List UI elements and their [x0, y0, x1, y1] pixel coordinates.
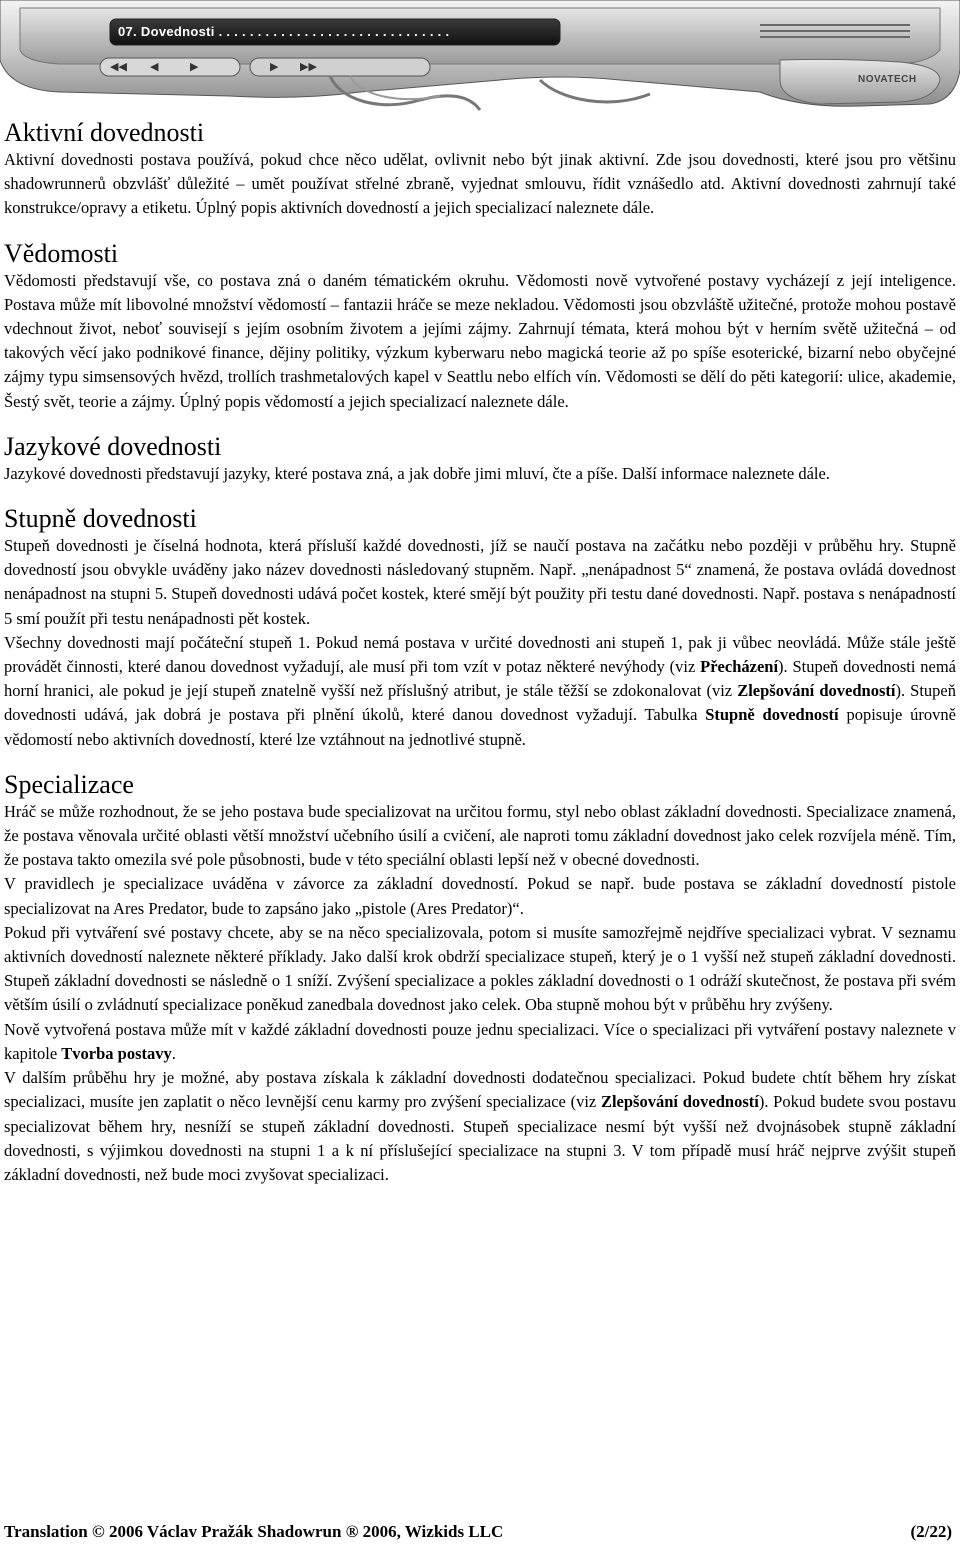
next-icon[interactable]: ▶ — [270, 60, 279, 73]
paragraph: Aktivní dovednosti postava používá, pokud chce něco udělat, ovlivnit nebo být jinak aktivní. Zde jsou dovednosti, které jsou pro většinu shadowrunnerů obzvlášť důležité – umět používat střelné zbraně, vyjednat smlouvu, řídit vznášedlo atd. Aktivní dovednosti zahrnují také konstrukce/opravy a etiketu. Úplný popis aktivních dovedností a jejich specializací naleznete dále. — [4, 150, 956, 218]
fast-forward-icon[interactable]: ▶▶ — [300, 60, 317, 73]
page-number: (2/22) — [910, 1522, 952, 1541]
paragraph — [4, 1018, 956, 1066]
paragraph: Jazykové dovednosti představují jazyky, které postava zná, a jak dobře jimi mluví, čte a píše. Další informace naleznete dále. — [4, 463, 830, 483]
paragraph: Vědomosti představují vše, co postava zná o daném tématickém okruhu. Vědomosti nově vytvořené postavy vycházejí z její inteligence. Postava může mít libovolné množství vědomostí – fantazii hráče se meze nekladou. Vědomosti jsou obzvláště užitečné, protože mohou postavě vdechnout život, neboť souvisejí s jejím osobním životem a jejími zájmy. Zahrnují témata, která mohou být v herním světě užitečná – od takových věcí jako podnikové finance, dějiny politiky, výzkum kyberwaru nebo magická teorie až po spíše esoterické, bizarní nebo obyčejné zájmy typu simsensových hvězd, trollích trashmetalových kapel v Seattlu nebo elfích vín. Vědomosti se dělí do pěti kategorií: ulice, akademie, Šestý svět, teorie a zájmy. Úplný popis vědomostí a jejich specializací naleznete dále. — [4, 270, 956, 411]
text-run: ). Stupeň dovednosti nemá horní hranici, ale pokud je její stupeň znatelně vyšší než příslušný atribut, je stále těžší se zdokonalovat (viz — [4, 657, 957, 701]
document-body — [4, 118, 956, 1205]
section-specializace — [4, 770, 956, 1187]
section-jazykove — [4, 432, 956, 486]
cross-reference: Zlepšování dovedností — [737, 681, 896, 701]
paragraph: Pokud při vytváření své postavy chcete, aby se na něco specializovala, potom si musíte samozřejmě nejdříve specializaci vybrat. V seznamu aktivních dovedností naleznete některé příklady. Jako další krok obdrží specializace stupeň, který je o 1 vyšší než stupeň základní dovednosti. Stupeň základní dovednosti se následně o 1 sníží. Zvýšení specializace a pokles základní dovednosti o 1 odráží skutečnost, že postava při svém větším úsilí o zvládnutí specializace poněkud zanedbala dovednost jako celek. Oba stupně mohou být v průběhu hry zvýšeny. — [4, 922, 956, 1015]
text-run: . — [171, 1043, 176, 1063]
text-run: Všechny dovednosti mají počáteční stupeň 1. Pokud nemá postava v určité dovednosti ani stupeň 1, pak ji vůbec neovládá. Může stále ještě provádět činnosti, které danou dovednost vyžadují, ale musí při tom vzít v potaz některé nevýhody (viz — [4, 632, 956, 677]
section-stupne — [4, 504, 956, 752]
paragraph: Hráč se může rozhodnout, že se jeho postava bude specializovat na určitou formu, styl nebo oblast základní dovednosti. Specializace znamená, že postava věnovala určité oblasti větší množství učebního úsilí a cvičení, ale naproti tomu základní dovednost jako celek rozvíjela méně. Tím, že postava takto omezila své pole působnosti, bude v této speciální oblasti lepší než v obecné dovednosti. — [4, 801, 956, 870]
cross-reference: Tvorba postavy — [61, 1043, 172, 1063]
text-run: Nově vytvořená postava může mít v každé základní dovednosti pouze jednu specializaci. Více o specializaci při vytváření postavy naleznete v kapitole — [4, 1019, 956, 1063]
copyright-text: Translation © 2006 Václav Pražák Shadowrun ® 2006, Wizkids LLC — [4, 1522, 504, 1541]
text-run: ). Stupeň dovednosti udává, jak dobrá je postava při plnění úkolů, které danou dovednost vyžadují. Tabulka — [4, 681, 957, 725]
paragraph — [4, 1066, 956, 1187]
play-icon[interactable]: ▶ — [190, 60, 199, 73]
brand-logo: NOVATECH — [858, 74, 917, 85]
section-title: Vědomosti — [4, 238, 119, 268]
chapter-title: 07. Dovednosti . . . . . . . . . . . . . . . . . . . . . . . . . . . . . . — [118, 24, 450, 39]
cross-reference: Stupně dovedností — [705, 705, 839, 725]
cross-reference: Zlepšování dovedností — [600, 1092, 759, 1112]
banner-graphic — [0, 0, 960, 118]
section-title: Jazykové dovednosti — [4, 431, 222, 461]
prev-icon[interactable]: ◀ — [150, 60, 159, 73]
text-run: V dalším průběhu hry je možné, aby postava získala k základní dovednosti dodatečnou specializaci. Pokud budete chtít během hry získat specializaci, musíte jen zaplatit o něco levnější cenu karmy pro zvýšení specializace (viz — [4, 1068, 956, 1112]
cross-reference: Přecházení — [700, 657, 779, 677]
text-run: popisuje úrovně vědomostí nebo aktivních dovedností, které lze vztáhnout na jednotlivé stupně. — [4, 705, 956, 749]
paragraph — [4, 631, 956, 752]
text-run: ). Pokud budete svou postavu specializovat během hry, nesníží se stupeň základní dovednosti. Stupeň specializace nesmí být vyšší než dvojnásobek stupně základní dovednosti, s výjimkou dovednosti na stupni 1 a k ní příslušející specializace na stupni 3. V tom případě musí hráč nejprve zvýšit stupeň základní dovednosti, než bude moci zvyšovat specializaci. — [4, 1092, 957, 1184]
section-title: Aktivní dovednosti — [4, 118, 205, 147]
section-vedomosti — [4, 239, 956, 414]
section-title: Stupně dovednosti — [4, 504, 197, 534]
header-banner — [0, 0, 960, 118]
page-footer — [4, 1522, 952, 1542]
paragraph: Stupeň dovednosti je číselná hodnota, která přísluší každé dovednosti, jíž se naučí postava na začátku nebo později v průběhu hry. Stupně dovedností jsou obvykle uváděny jako název dovednosti následovaný stupněm. Např. „nenápadnost 5“ znamená, že postava ovládá dovednost nenápadnost na stupni 5. Stupeň dovednosti udává počet kostek, které smějí být použity při testu dané dovednosti. Např. postava s nenápadností 5 smí použít při testu nenápadnosti pět kostek. — [4, 536, 956, 628]
paragraph: V pravidlech je specializace uváděna v závorce za základní dovedností. Pokud se např. bude postava se základní dovedností pistole specializovat na Ares Predator, bude to zapsáno jako „pistole (Ares Predator)“. — [4, 874, 956, 918]
rewind-icon[interactable]: ◀◀ — [110, 60, 127, 73]
section-aktivni — [4, 118, 956, 221]
section-title: Specializace — [4, 769, 134, 799]
